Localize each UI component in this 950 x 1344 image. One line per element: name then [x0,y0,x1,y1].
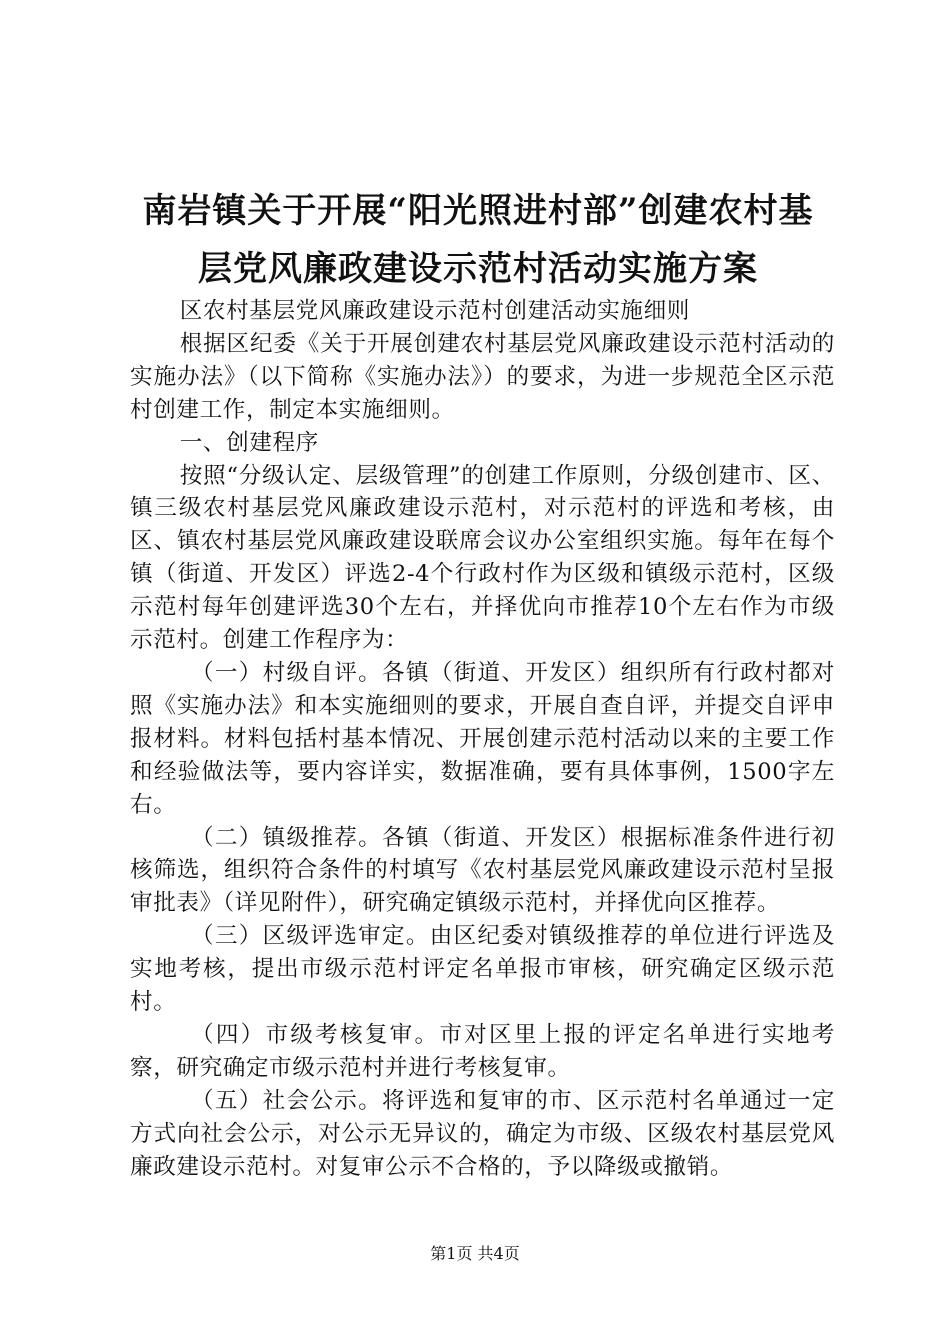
paragraph-step-5: （五）社会公示。将评选和复审的市、区示范村名单通过一定方式向社会公示，对公示无异议的，确定为市级、区级农村基层党风廉政建设示范村。对复审公示不合格的，予以降级或撤销。 [130,1087,835,1180]
paragraph-procedure: 按照“分级认定、层级管理”的创建工作原则，分级创建市、区、镇三级农村基层党风廉政建设示范村，对示范村的评选和考核，由区、镇农村基层党风廉政建设联席会议办公室组织实施。每年在每个镇（街道、开发区）评选2-4个行政村作为区级和镇级示范村，区级示范村每年创建评选30个左右，并择优向市推荐10个左右作为市级示范村。创建工作程序为： [130,462,835,654]
document-title-line-2: 层党风廉政建设示范村活动实施方案 [198,249,758,289]
paragraph-step-4: （四）市级考核复审。市对区里上报的评定名单进行实地考察，研究确定市级示范村并进行考核复审。 [130,1021,835,1081]
paragraph-step-3: （三）区级评选审定。由区纪委对镇级推荐的单位进行评选及实地考核，提出市级示范村评定名单报市审核，研究确定区级示范村。 [130,923,835,1016]
paragraph-step-2: （二）镇级推荐。各镇（街道、开发区）根据标准条件进行初核筛选，组织符合条件的村填写《农村基层党风廉政建设示范村呈报审批表》（详见附件），研究确定镇级示范村，并择优向区推荐。 [130,824,835,917]
paragraph-subtitle: 区农村基层党风廉政建设示范村创建活动实施细则 [179,298,690,324]
document-body [130,295,835,1183]
document-title-line-1: 南岩镇关于开展“阳光照进村部”创建农村基 [142,191,814,231]
paragraph-step-1: （一）村级自评。各镇（街道、开发区）组织所有行政村都对照《实施办法》和本实施细则的要求，开展自查自评，并提交自评申报材料。材料包括村基本情况、开展创建示范村活动以来的主要工作和经验做法等，要内容详实，数据准确，要有具体事例，1500字左右。 [130,659,835,818]
paragraph-intro: 根据区纪委《关于开展创建农村基层党风廉政建设示范村活动的实施办法》（以下简称《实施办法》）的要求，为进一步规范全区示范村创建工作，制定本实施细则。 [130,330,835,423]
section-heading: 一、创建程序 [179,429,319,456]
page-number: 第1页 共4页 [430,1244,520,1263]
